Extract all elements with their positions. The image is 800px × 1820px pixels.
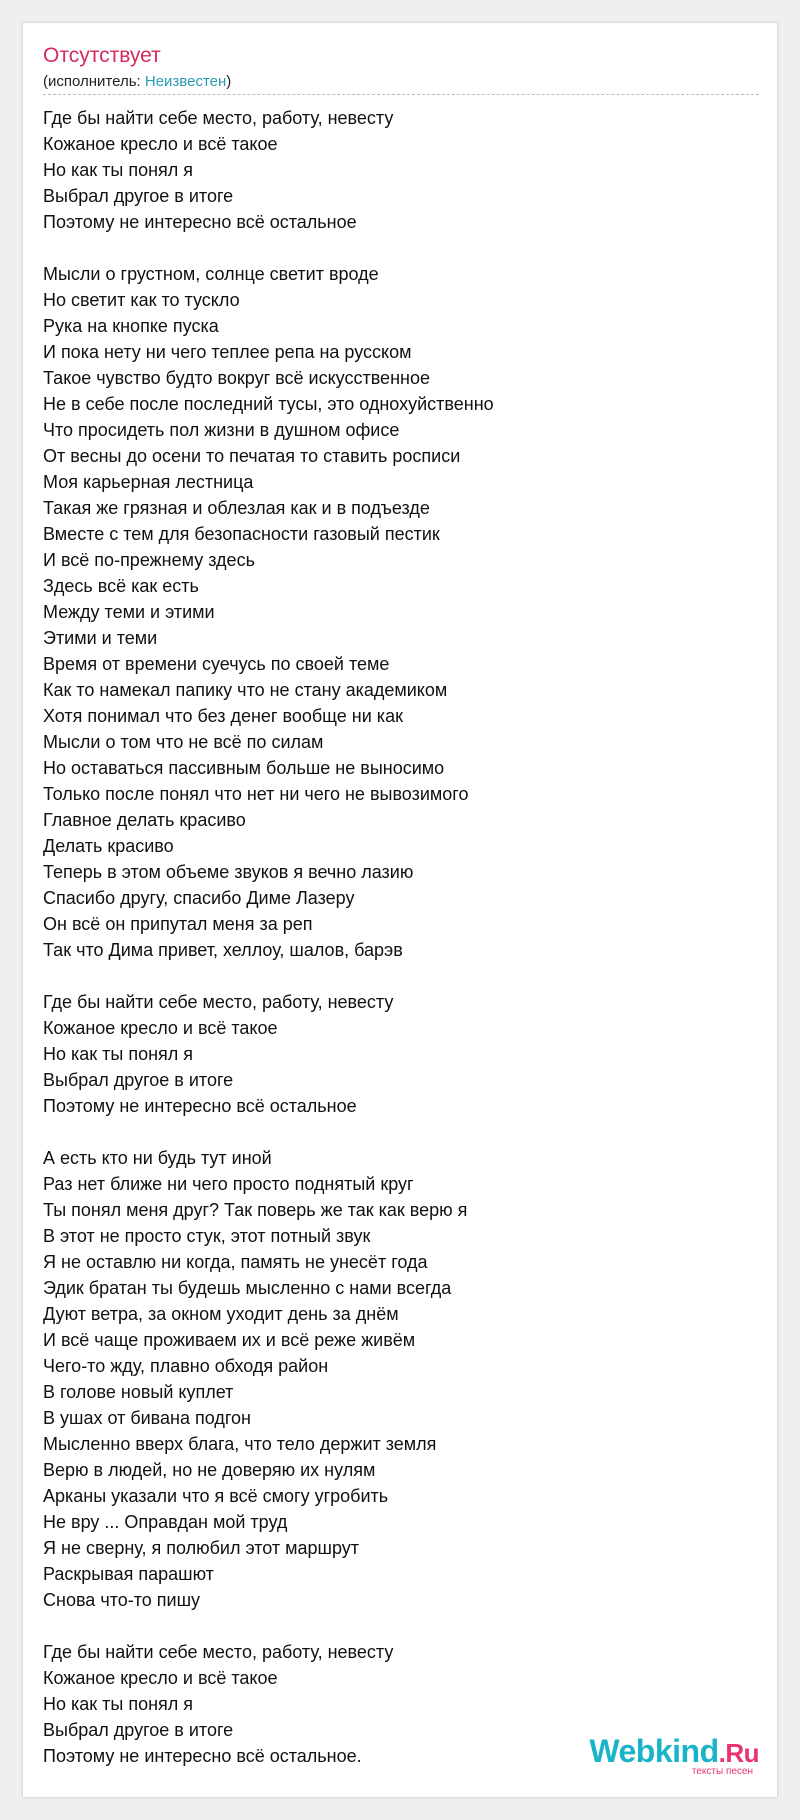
lyric-line: Поэтому не интересно всё остальное — [43, 1096, 357, 1116]
lyric-line: Моя карьерная лестница — [43, 472, 254, 492]
lyric-line: Кожаное кресло и всё такое — [43, 1018, 278, 1038]
lyric-line: Этими и теми — [43, 628, 158, 648]
lyric-line: Но светит как то тускло — [43, 290, 240, 310]
logo-tagline: тексты песен — [691, 1766, 753, 1777]
lyric-line: Мысли о том что не всё по силам — [43, 732, 324, 752]
lyric-line: Но как ты понял я — [43, 1694, 194, 1714]
lyric-line: Эдик братан ты будешь мысленно с нами всегда — [43, 1278, 452, 1298]
lyric-line: Кожаное кресло и всё такое — [43, 1668, 278, 1688]
logo-wordmark — [589, 1734, 759, 1770]
lyric-line: Между теми и этими — [43, 602, 215, 622]
lyric-line: В ушах от бивана подгон — [43, 1408, 251, 1428]
artist-line — [43, 73, 231, 91]
lyric-line: Только после понял что нет ни чего не вывозимого — [43, 784, 469, 804]
lyric-line: Вместе с тем для безопасности газовый пестик — [43, 524, 440, 544]
lyric-line: Такое чувство будто вокруг всё искусственное — [43, 368, 430, 388]
lyric-line: Спасибо другу, спасибо Диме Лазеру — [43, 888, 355, 908]
lyric-line: Что просидеть пол жизни в душном офисе — [43, 420, 400, 440]
lyric-line: Не в себе после последний тусы, это однохуйственно — [43, 394, 494, 414]
lyric-line: И всё чаще проживаем их и всё реже живём — [43, 1330, 416, 1350]
lyric-line: Он всё он припутал меня за реп — [43, 914, 313, 934]
lyric-line: Выбрал другое в итоге — [43, 1720, 234, 1740]
lyric-line: Не вру ... Оправдан мой труд — [43, 1512, 288, 1532]
lyric-line: Главное делать красиво — [43, 810, 246, 830]
header-divider — [43, 94, 759, 95]
lyric-line: Время от времени суечусь по своей теме — [43, 654, 390, 674]
lyric-line: Арканы указали что я всё смогу угробить — [43, 1486, 389, 1506]
lyric-line: Так что Дима привет, хеллоу, шалов, барэв — [43, 940, 403, 960]
lyric-line: Дуют ветра, за окном уходит день за днём — [43, 1304, 399, 1324]
lyrics-text — [43, 105, 494, 1769]
stanza-gap — [43, 1119, 494, 1145]
lyric-line: Раскрывая парашют — [43, 1564, 214, 1584]
lyric-line: В этот не просто стук, этот потный звук — [43, 1226, 371, 1246]
lyric-line: Ты понял меня друг? Так поверь же так как верю я — [43, 1200, 468, 1220]
artist-link[interactable]: Неизвестен — [144, 73, 227, 90]
lyric-line: Выбрал другое в итоге — [43, 1070, 234, 1090]
logo-brand: Webkind — [589, 1733, 719, 1769]
logo-tld: .Ru — [718, 1738, 759, 1768]
stanza-gap — [43, 235, 494, 261]
lyric-line: Хотя понимал что без денег вообще ни как — [43, 706, 403, 726]
artist-prefix: (исполнитель: — [43, 73, 145, 90]
lyric-line: Но оставаться пассивным больше не выносимо — [43, 758, 445, 778]
lyric-line: Но как ты понял я — [43, 160, 194, 180]
lyric-line: Поэтому не интересно всё остальное — [43, 212, 357, 232]
song-title: Отсутствует — [43, 44, 161, 67]
lyric-line: Такая же грязная и облезлая как и в подъезде — [43, 498, 430, 518]
lyric-line: Верю в людей, но не доверяю их нулям — [43, 1460, 376, 1480]
site-logo[interactable] — [589, 1734, 759, 1777]
stanza-gap — [43, 963, 494, 989]
lyric-line: Рука на кнопке пуска — [43, 316, 219, 336]
lyric-line: Поэтому не интересно всё остальное. — [43, 1746, 362, 1766]
lyric-line: Здесь всё как есть — [43, 576, 199, 596]
lyric-line: Где бы найти себе место, работу, невесту — [43, 108, 394, 128]
lyric-line: Раз нет ближе ни чего просто поднятый круг — [43, 1174, 414, 1194]
lyric-line: Теперь в этом объеме звуков я вечно лазию — [43, 862, 414, 882]
lyric-line: От весны до осени то печатая то ставить росписи — [43, 446, 461, 466]
lyric-line: Я не оставлю ни когда, память не унесёт года — [43, 1252, 428, 1272]
lyric-line: Снова что-то пишу — [43, 1590, 201, 1610]
lyric-line: Но как ты понял я — [43, 1044, 194, 1064]
lyric-line: Я не сверну, я полюбил этот маршрут — [43, 1538, 360, 1558]
lyric-line: Выбрал другое в итоге — [43, 186, 234, 206]
lyric-line: Чего-то жду, плавно обходя район — [43, 1356, 329, 1376]
lyric-line: Как то намекал папику что не стану академиком — [43, 680, 448, 700]
lyric-line: Где бы найти себе место, работу, невесту — [43, 1642, 394, 1662]
lyric-line: Кожаное кресло и всё такое — [43, 134, 278, 154]
lyric-line: А есть кто ни будь тут иной — [43, 1148, 272, 1168]
lyric-line: Делать красиво — [43, 836, 174, 856]
lyrics-card — [22, 22, 778, 1798]
lyric-line: И всё по-прежнему здесь — [43, 550, 255, 570]
lyric-line: Где бы найти себе место, работу, невесту — [43, 992, 394, 1012]
artist-suffix: ) — [226, 73, 232, 90]
lyric-line: И пока нету ни чего теплее репа на русском — [43, 342, 412, 362]
stanza-gap — [43, 1613, 494, 1639]
lyric-line: Мысли о грустном, солнце светит вроде — [43, 264, 379, 284]
lyric-line: Мысленно вверх блага, что тело держит земля — [43, 1434, 437, 1454]
lyric-line: В голове новый куплет — [43, 1382, 234, 1402]
